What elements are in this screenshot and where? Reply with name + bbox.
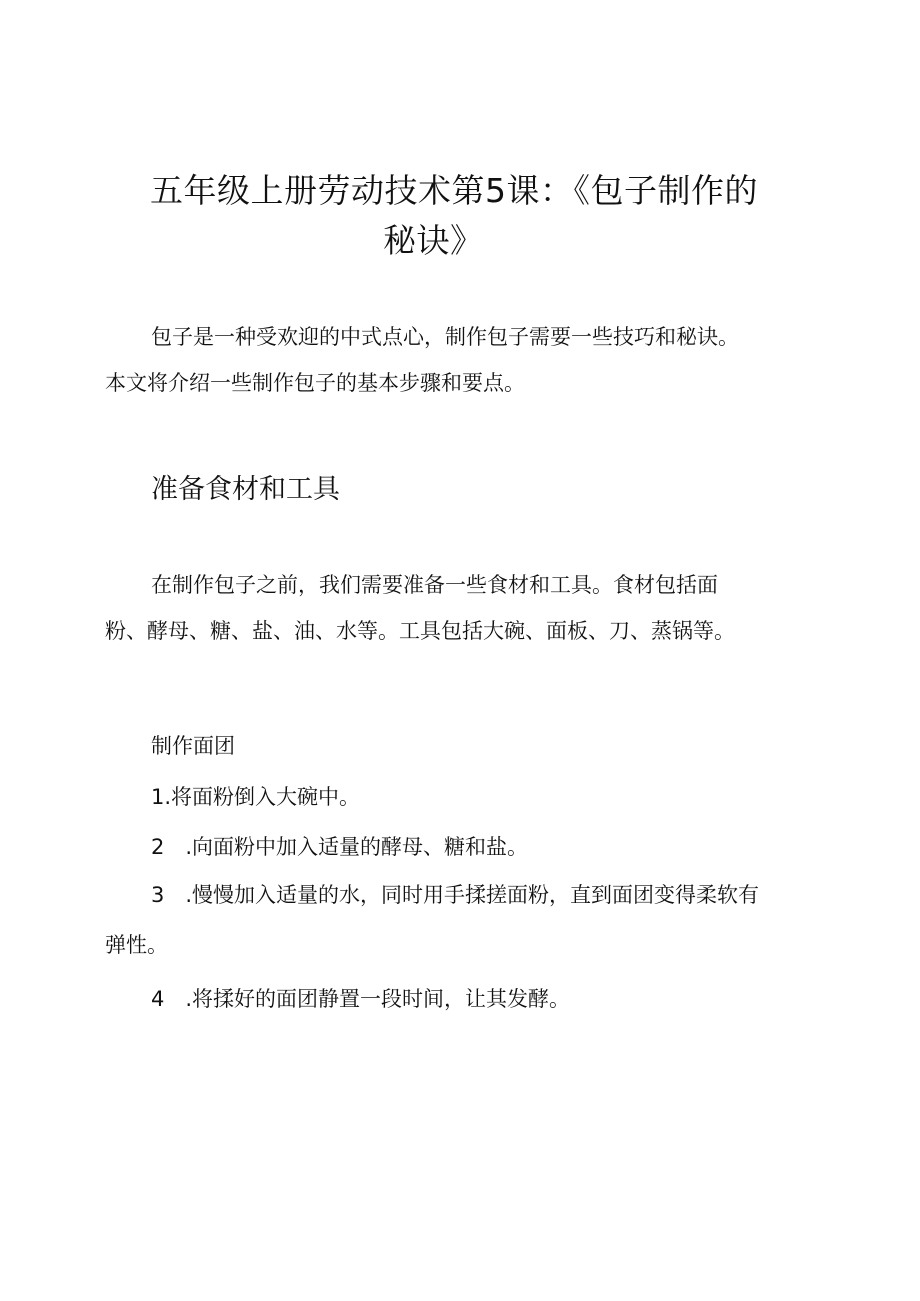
ingredients-line-2: 粉、酵母、糖、盐、油、水等。工具包括大碗、面板、刀、蒸锅等。 xyxy=(105,619,735,643)
step-text: 向面粉中加入适量的酵母、糖和盐。 xyxy=(192,835,529,859)
step-text-continued: 弹性。 xyxy=(105,933,168,957)
step-text: 慢慢加入适量的水，同时用手揉搓面粉，直到面团变得柔软有 xyxy=(192,883,760,907)
step-item-1 xyxy=(105,772,815,822)
document-title xyxy=(150,166,810,266)
step-text: 将揉好的面团静置一段时间，让其发酵。 xyxy=(192,987,571,1011)
intro-paragraph xyxy=(105,314,805,406)
step-number: 3 . xyxy=(151,883,193,907)
section-heading-dough: 制作面团 xyxy=(151,734,235,758)
step-number: 1. xyxy=(151,785,172,809)
step-number: 2 . xyxy=(151,835,193,859)
step-item-2 xyxy=(105,822,815,872)
section-heading-ingredients: 准备食材和工具 xyxy=(151,474,340,505)
step-text: 将面粉倒入大碗中。 xyxy=(171,785,361,809)
title-line-1: 五年级上册劳动技术第5课：《包子制作的 xyxy=(150,171,758,210)
ingredients-line-1: 在制作包子之前，我们需要准备一些食材和工具。食材包括面 xyxy=(151,573,718,597)
ingredients-paragraph xyxy=(105,562,805,654)
title-line-2: 秘诀》 xyxy=(383,221,484,260)
step-item-3 xyxy=(105,870,815,970)
intro-line-2: 本文将介绍一些制作包子的基本步骤和要点。 xyxy=(105,371,525,395)
step-item-4 xyxy=(105,974,815,1024)
step-number: 4 . xyxy=(151,987,193,1011)
intro-line-1: 包子是一种受欢迎的中式点心，制作包子需要一些技巧和秘诀。 xyxy=(151,325,739,349)
